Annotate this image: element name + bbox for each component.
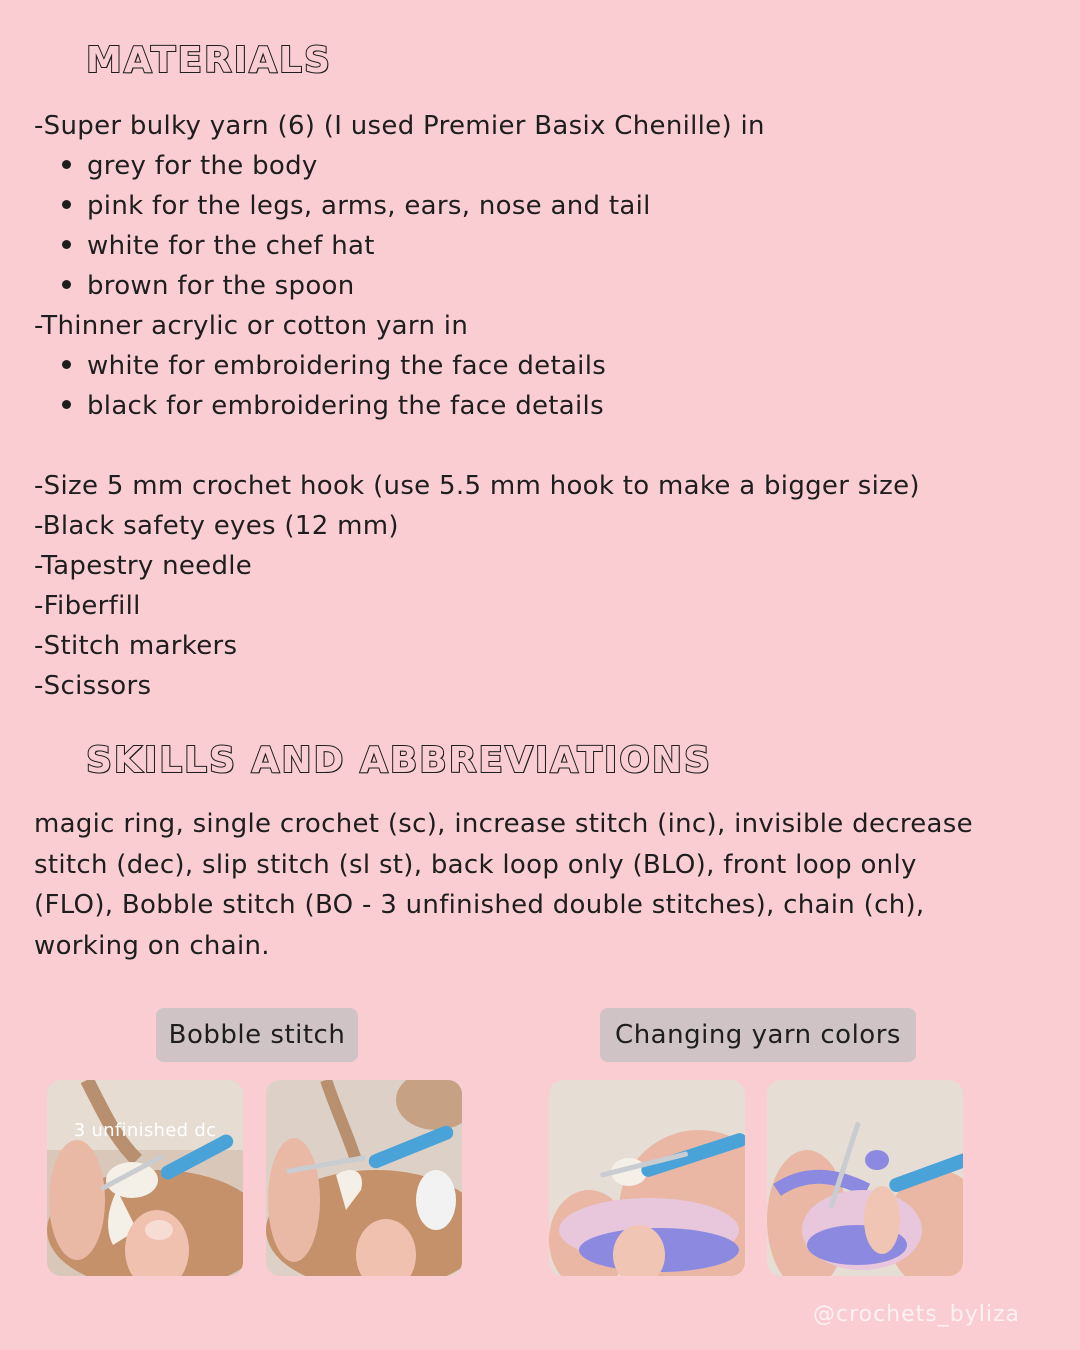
bullet-dot xyxy=(62,200,71,209)
changing-colors-photo-1 xyxy=(549,1080,745,1276)
materials-bullet xyxy=(62,186,651,226)
materials-line: -Size 5 mm crochet hook (use 5.5 mm hook to make a bigger size) xyxy=(34,471,920,501)
bullet-text: white for the chef hat xyxy=(87,231,375,261)
bullet-dot xyxy=(62,240,71,249)
changing-colors-photo-2 xyxy=(767,1080,963,1276)
materials-heading: MATERIALS xyxy=(86,40,332,81)
bullet-text: pink for the legs, arms, ears, nose and tail xyxy=(87,191,651,221)
watermark: @crochets_byliza xyxy=(812,1302,1020,1327)
materials-line: -Fiberfill xyxy=(34,591,141,621)
materials-line: -Stitch markers xyxy=(34,631,238,661)
materials-bullet xyxy=(62,386,604,426)
materials-bullet xyxy=(62,266,355,306)
bullet-dot xyxy=(62,160,71,169)
bullet-dot xyxy=(62,400,71,409)
materials-line: -Scissors xyxy=(34,671,152,701)
bullet-dot xyxy=(62,280,71,289)
materials-line: -Black safety eyes (12 mm) xyxy=(34,511,399,541)
photo-caption: 3 unfinished dc xyxy=(73,1120,217,1141)
materials-line: -Tapestry needle xyxy=(34,551,253,581)
materials-bullet xyxy=(62,226,375,266)
bullet-text: black for embroidering the face details xyxy=(87,391,604,421)
bullet-text: brown for the spoon xyxy=(87,271,355,301)
bobble-stitch-label: Bobble stitch xyxy=(156,1008,358,1062)
skills-heading: SKILLS AND ABBREVIATIONS xyxy=(86,740,712,781)
materials-bullet xyxy=(62,346,606,386)
changing-colors-label: Changing yarn colors xyxy=(600,1008,916,1062)
bullet-text: grey for the body xyxy=(87,151,318,181)
bobble-stitch-photo-2 xyxy=(266,1080,462,1276)
bobble-stitch-photo-1 xyxy=(47,1080,243,1276)
materials-line: -Thinner acrylic or cotton yarn in xyxy=(34,311,469,341)
materials-bullet xyxy=(62,146,318,186)
materials-line: -Super bulky yarn (6) (I used Premier Basix Chenille) in xyxy=(34,111,765,141)
bullet-text: white for embroidering the face details xyxy=(87,351,607,381)
skills-paragraph: magic ring, single crochet (sc), increase stitch (inc), invisible decrease stitch (dec), slip stitch (sl st), back loop only (BLO), front loop only (FLO), Bobble stitch (BO - 3 unfinished double stitches), chain (ch), working on chain. xyxy=(34,809,973,961)
bullet-dot xyxy=(62,360,71,369)
